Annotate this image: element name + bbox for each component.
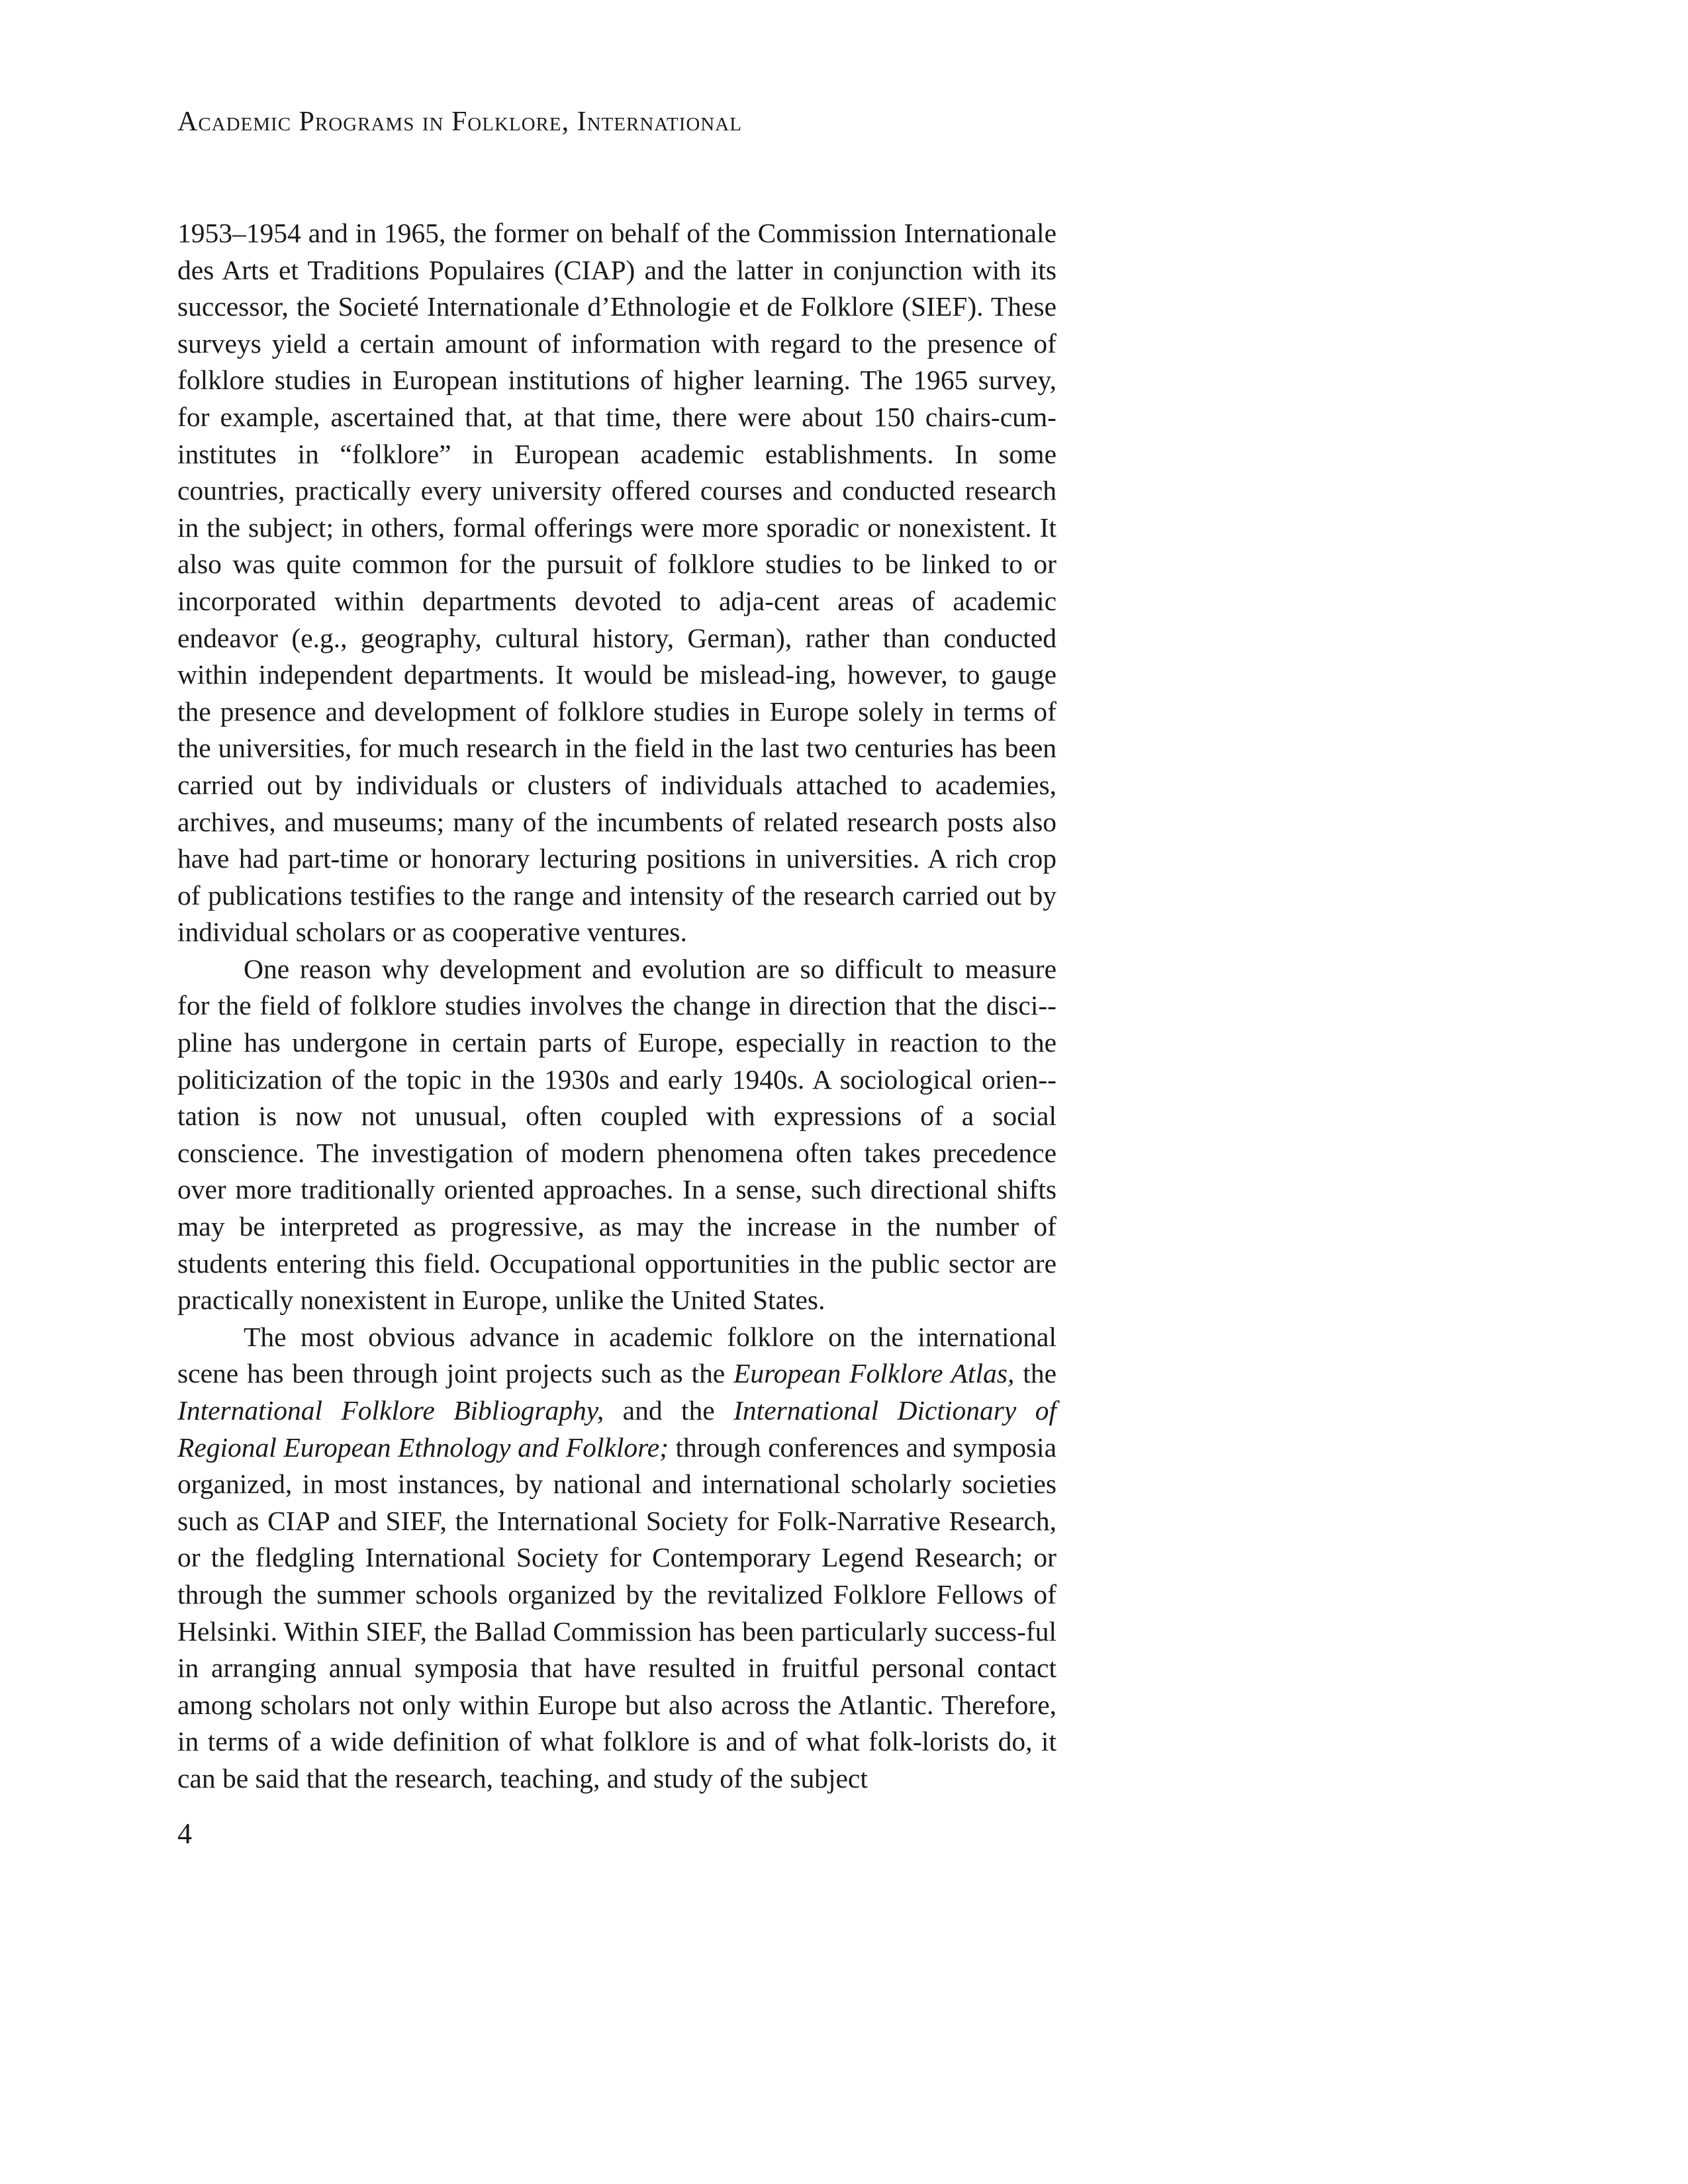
paragraph-text: the — [1014, 1358, 1056, 1389]
paragraph-text: The most obvious advance in academic folklore on the international scene has been through joint projects such as the — [177, 1321, 1056, 1389]
paragraph-text: 1953–1954 and in 1965, the former on behalf of the Commission Internationale des Arts et Traditions Populaires (CIAP) and the latter in conjunction with its successor, the Societé Internationale d’Ethnologie et de Folklore (SIEF). These surveys yield a certain amount of information with regard to the presence of folklore studies in European institutions of higher learning. The 1965 survey, for example, ascertained that, at that time, there were about 150 chairs-cum-institutes in “folklore” in European academic establishments. In some countries, practically every university offered courses and conducted research in the subject; in others, formal offerings were more sporadic or nonexistent. It also was quite common for the pursuit of folklore studies to be linked to or incorporated within departments devoted to adja-cent areas of academic endeavor (e.g., geography, cultural history, German), rather than conducted within independent departments. It would be mislead-ing, however, to gauge the presence and development of folklore studies in Europe solely in terms of the universities, for much research in the field in the last two centuries has been carried out by individuals or clusters of individuals attached to academies, archives, and museums; many of the incumbents of related research posts also have had part-time or honorary lecturing positions in universities. A rich crop of publications testifies to the range and intensity of the research carried out by individual scholars or as cooperative ventures. — [177, 218, 1056, 948]
page-number: 4 — [177, 1817, 192, 1850]
paragraph-text: One reason why development and evolution are so difficult to measure for the field of folklore studies involves the change in direction that the disci-pline has undergone in certain parts of Europe, especially in reaction to the politicization of the topic in the 1930s and early 1940s. A sociological orien-tation is now not unusual, often coupled with expressions of a social conscience. The investigation of modern phenomena often takes precedence over more traditionally oriented approaches. In a sense, such directional shifts may be interpreted as progressive, as may the increase in the number of students entering this field. Occupational opportunities in the public sector are practically nonexistent in Europe, unlike the United States. — [177, 953, 1056, 1316]
paragraph-text: and the — [604, 1395, 734, 1426]
italic-title: International Folklore Bibliography, — [177, 1395, 604, 1426]
running-head: Academic Programs in Folklore, International — [177, 107, 742, 137]
body-paragraph — [177, 951, 1056, 1319]
body-paragraph — [177, 1319, 1056, 1797]
italic-title: International Dictionary of Regional European Ethnology and Folklore; — [177, 1395, 1057, 1463]
body-paragraph — [177, 215, 1056, 951]
body-text — [177, 215, 1056, 1797]
italic-title: European Folklore Atlas, — [733, 1358, 1015, 1389]
paragraph-text: through conferences and symposia organized, in most instances, by national and international scholarly societies such as CIAP and SIEF, the International Society for Folk-Narrative Research, or the fledgling International Society for Contemporary Legend Research; or through the summer schools organized by the revitalized Folklore Fellows of Helsinki. Within SIEF, the Ballad Commission has been particularly success-ful in arranging annual symposia that have resulted in fruitful personal contact among scholars not only within Europe but also across the Atlantic. Therefore, in terms of a wide definition of what folklore is and of what folk-lorists do, it can be said that the research, teaching, and study of the subject — [177, 1432, 1056, 1794]
